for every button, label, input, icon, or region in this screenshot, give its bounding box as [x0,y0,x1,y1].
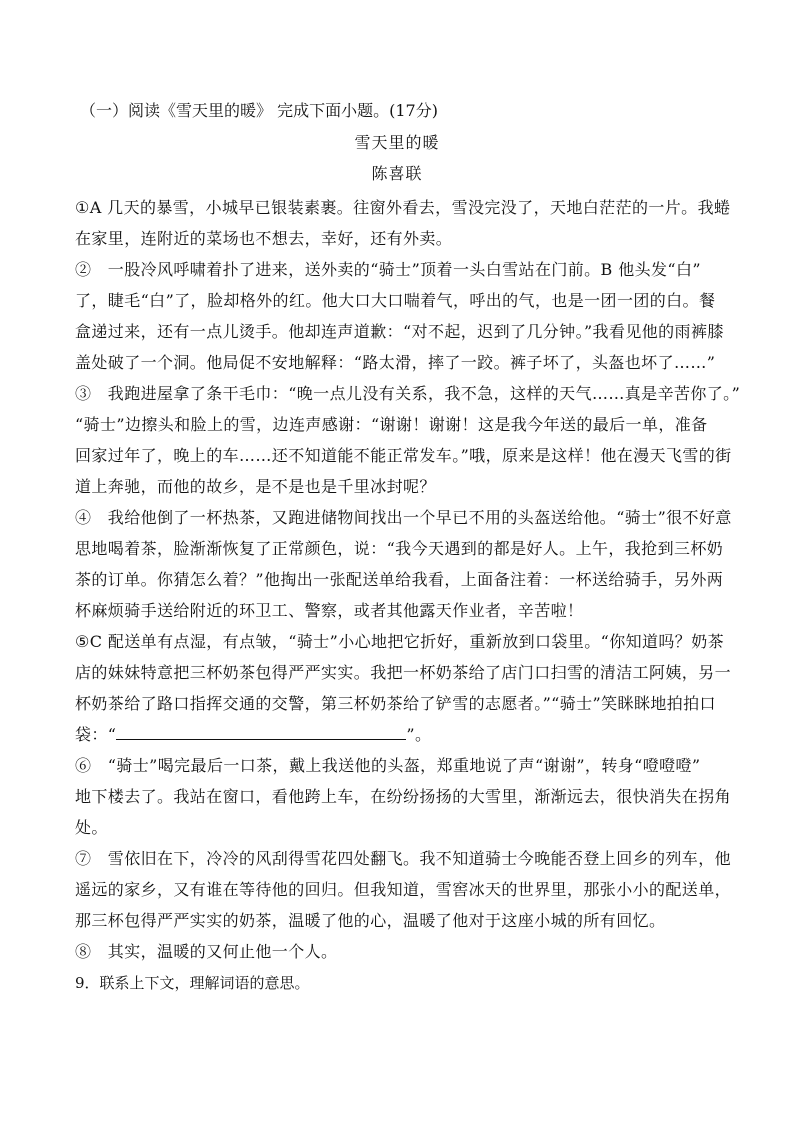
text-line: 处。 [75,818,108,837]
text-line: 茶的订单。你猜怎么着？”他掏出一张配送单给我看，上面备注着：一杯送给骑手，另外两 [75,570,724,589]
text-line-with-blank [75,719,755,750]
paragraph-3 [75,378,755,502]
text-line: “骑士”边擦头和脸上的雪，边连声感谢：“谢谢！谢谢！这是我今年送的最后一单，准备 [75,415,708,434]
text-line: ⑤C 配送单有点湿，有点皱，“骑士”小心地把它折好，重新放到口袋里。“你知道吗？奶茶 [75,632,725,651]
text-line: ② 一股冷风呼啸着扑了进来，送外卖的“骑士”顶着一头白雪站在门前。B 他头发“白” [75,260,701,279]
text-line: 回家过年了，晚上的车……还不知道能不能正常发车。”哦，原来是这样！他在漫天飞雪的街 [75,446,732,465]
article-body [75,192,755,967]
text-line: ①A 几天的暴雪，小城早已银装素裹。往窗外看去，雪没完没了，天地白茫茫的一片。我蜷 [75,198,731,217]
text-line: ⑥ “骑士”喝完最后一口茶，戴上我送他的头盔，郑重地说了声“谢谢”，转身“噔噔噔” [75,756,701,775]
text-line: 盒递过来，还有一点儿烫手。他却连声道歉：“对不起，迟到了几分钟。”我看见他的雨裤膝 [75,322,724,341]
text-line: ③ 我跑进屋拿了条干毛巾：“晚一点儿没有关系，我不急，这样的天气……真是辛苦你了。” [75,384,741,403]
text-line: 遥远的家乡，又有谁在等待他的回归。但我知道，雪窖冰天的世界里，那张小小的配送单， [75,880,732,899]
paragraph-5 [75,626,755,750]
text-line: ⑦ 雪依旧在下，冷冷的风刮得雪花四处翻飞。我不知道骑士今晚能否登上回乡的列车，他 [75,849,732,868]
blank-suffix: ”。 [406,725,432,744]
text-line: 思地喝着茶，脸渐渐恢复了正常颜色，说：“我今天遇到的都是好人。上午，我抢到三杯奶 [75,539,724,558]
article-title: 雪天里的暖 [354,133,440,152]
answer-blank [116,725,406,740]
blank-prefix: 袋：“ [75,725,117,744]
text-line: 那三杯包得严严实实的奶茶，温暖了他的心，温暖了他对于这座小城的所有回忆。 [75,911,666,930]
text-line: ⑧ 其实，温暖的又何止他一个人。 [75,942,338,961]
paragraph-7 [75,843,755,936]
text-line: 了，睫毛“白”了，脸却格外的红。他大口大口喘着气，呼出的气，也是一团一团的白。餐 [75,291,716,310]
paragraph-6 [75,750,755,843]
text-line: 在家里，连附近的菜场也不想去，幸好，还有外卖。 [75,229,453,248]
text-line: 地下楼去了。我站在窗口，看他跨上车，在纷纷扬扬的大雪里，渐渐远去，很快消失在拐角 [75,787,732,806]
text-line: 杯奶茶给了路口指挥交通的交警，第三杯奶茶给了铲雪的志愿者。”“骑士”笑眯眯地拍拍口 [75,694,716,713]
text-line: ④ 我给他倒了一杯热茶，又跑进储物间找出一个早已不用的头盔送给他。“骑士”很不好意 [75,508,732,527]
text-line: 道上奔驰，而他的故乡，是不是也是千里冰封呢？ [75,477,436,496]
paragraph-8 [75,936,755,967]
question-9: 9．联系上下文，理解词语的意思。 [75,974,310,992]
paragraph-1 [75,192,755,254]
paragraph-4 [75,502,755,626]
text-line: 盖处破了一个洞。他局促不安地解释：“路太滑，摔了一跤。裤子坏了，头盔也坏了……” [75,353,716,372]
text-line: 店的妹妹特意把三杯奶茶包得严严实实。我把一杯奶茶给了店门口扫雪的清洁工阿姨，另一 [75,663,732,682]
section-title: （一）阅读《雪天里的暖》 完成下面小题。(17分) [80,101,438,120]
paragraph-2 [75,254,755,378]
text-line: 杯麻烦骑手送给附近的环卫工、警察，或者其他露天作业者，辛苦啦！ [75,601,584,620]
article-author: 陈喜联 [371,164,423,183]
